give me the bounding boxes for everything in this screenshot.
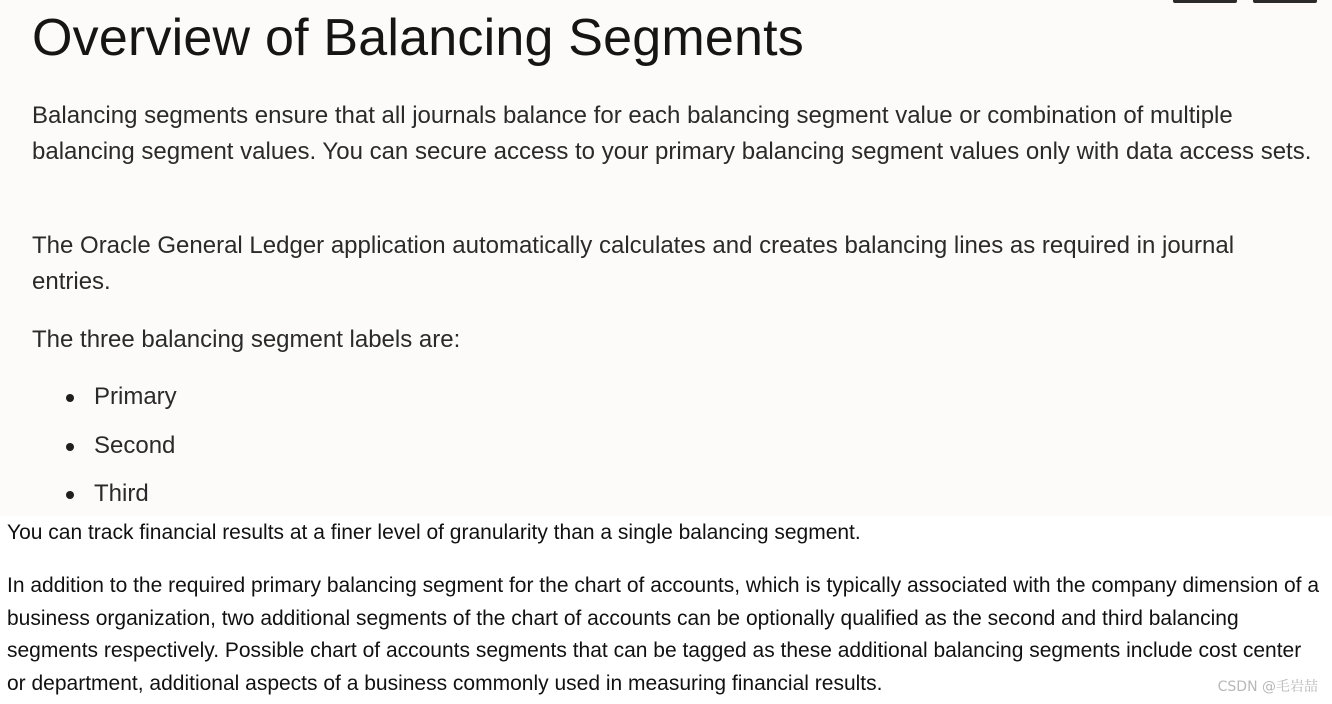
watermark: CSDN @毛岩喆 — [1217, 679, 1318, 695]
intro-paragraph: Balancing segments ensure that all journals balance for each balancing segment value or combination of multiple balancing segment values. You can secure access to your primary balancing segment values only with data access sets. — [32, 102, 1312, 165]
list-item-label: Third — [94, 480, 149, 507]
list-item-label: Second — [94, 431, 176, 459]
granularity-paragraph: You can track financial results at a finer level of granularity than a single balancing segment. — [7, 521, 861, 544]
bullet-icon — [66, 491, 74, 499]
list-item-label: Primary — [94, 383, 177, 410]
bullet-icon — [66, 443, 74, 451]
ledger-paragraph: The Oracle General Ledger application automatically calculates and creates balancing lines as required in journal entries. — [32, 232, 1235, 295]
additional-segments-paragraph: In addition to the required primary balancing segment for the chart of accounts, which is typically associated with the company dimension of a business organization, two additional segments of the chart of accounts can be optionally qualified as the second and third balancing segments respectively. Possible chart of accounts segments that can be tagged as these additional balancing segments include cost center or department, additional aspects of a business commonly used in measuring financial results. — [7, 574, 1320, 695]
page-title: Overview of Balancing Segments — [32, 9, 804, 67]
top-tab-left — [1173, 0, 1237, 3]
top-tab-right — [1253, 0, 1317, 3]
bullet-icon — [66, 394, 74, 402]
labels-intro-paragraph: The three balancing segment labels are: — [32, 326, 461, 353]
